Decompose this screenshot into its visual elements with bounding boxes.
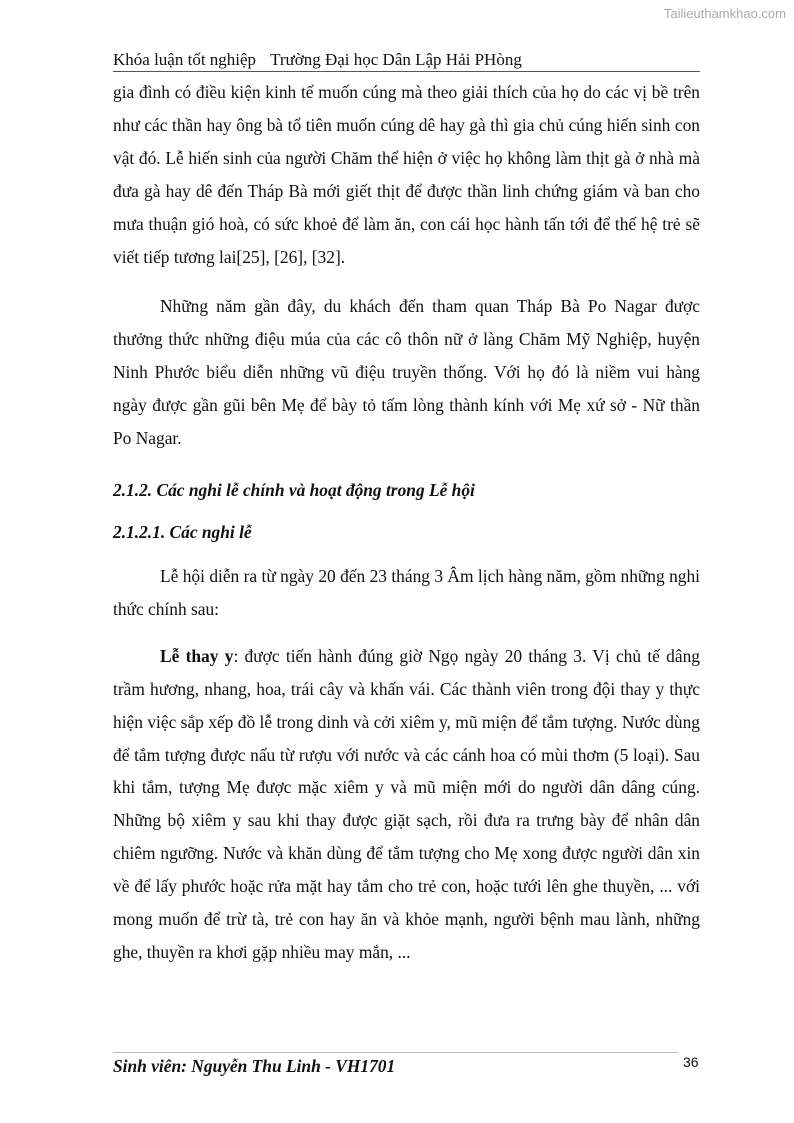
document-body xyxy=(113,76,700,969)
watermark: Tailieuthamkhao.com xyxy=(663,6,786,21)
subsection-heading: 2.1.2.1. Các nghi lễ xyxy=(113,521,252,542)
ceremony-description: : được tiến hành đúng giờ Ngọ ngày 20 tháng 3. Vị chủ tế dâng trầm hương, nhang, hoa, trái cây và khấn vái. Các thành viên trong đội thay y thực hiện việc sắp xếp đồ lễ trong dinh và cởi xiêm y, mũ miện để tắm tượng. Nước dùng để tắm tượng được nấu từ rượu với nước và các cánh hoa có mùi thơm (5 loại). Sau khi tắm, tượng Mẹ được mặc xiêm y và mũ miện mới do người dân dâng cúng. Những bộ xiêm y sau khi thay được giặt sạch, rồi đưa ra trưng bày để nhân dân chiêm ngưỡng. Nước và khăn dùng để tắm tượng cho Mẹ xong được người dân xin về để lấy phước hoặc rửa mặt hay tắm cho trẻ con, hoặc tưới lên ghe thuyền, ... với mong muốn để trừ tà, trẻ con hay ăn và khỏe mạnh, người bệnh mau lành, những ghe, thuyền ra khơi gặp nhiều may mắn, ... xyxy=(113,645,700,962)
footer-divider xyxy=(113,1052,678,1053)
page-number: 36 xyxy=(683,1054,699,1070)
header-thesis-label: Khóa luận tốt nghiệp xyxy=(113,50,257,69)
paragraph-1: gia đình có điều kiện kinh tế muốn cúng mà theo giải thích của họ do các vị bề trên như các thần hay ông bà tổ tiên muốn cúng dê hay gà thì gia chủ cúng hiến sinh con vật đó. Lễ hiến sinh của người Chăm thể hiện ở việc họ không làm thịt gà ở nhà mà đưa gà hay dê đến Tháp Bà mới giết thịt để được thần linh chứng giám và ban cho mưa thuận gió hoà, có sức khoẻ để làm ăn, con cái học hành tấn tới để thế hệ trẻ sẽ viết tiếp tương lai[25], [26], [32]. xyxy=(113,82,700,267)
header-university: Trường Đại học Dân Lập Hải PHòng xyxy=(270,50,522,69)
page-header xyxy=(113,50,700,72)
paragraph-3: Lễ hội diễn ra từ ngày 20 đến 23 tháng 3 Âm lịch hàng năm, gồm những nghi thức chính sau: xyxy=(113,565,700,619)
paragraph-4 xyxy=(113,640,700,969)
ceremony-term: Lễ thay y xyxy=(160,645,234,666)
footer-author: Sinh viên: Nguyễn Thu Linh - VH1701 xyxy=(113,1056,396,1076)
section-heading: 2.1.2. Các nghi lễ chính và hoạt động trong Lễ hội xyxy=(113,479,475,500)
paragraph-2: Những năm gần đây, du khách đến tham quan Tháp Bà Po Nagar được thưởng thức những điệu múa của các cô thôn nữ ở làng Chăm Mỹ Nghiệp, huyện Ninh Phước biểu diễn những vũ điệu truyền thống. Với họ đó là niềm vui hàng ngày được gần gũi bên Mẹ để bày tỏ tấm lòng thành kính với Mẹ xứ sở - Nữ thần Po Nagar. xyxy=(113,296,700,449)
